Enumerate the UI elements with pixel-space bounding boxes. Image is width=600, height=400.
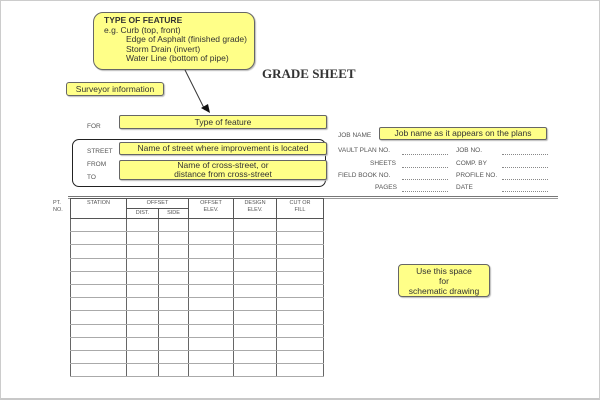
dist-header: DIST. xyxy=(127,209,159,219)
table-cell[interactable] xyxy=(127,311,159,324)
table-cell[interactable] xyxy=(234,284,277,297)
table-cell[interactable] xyxy=(159,258,189,271)
field-book-field[interactable] xyxy=(402,179,448,180)
table-cell[interactable] xyxy=(277,258,324,271)
surveyor-note: Surveyor information xyxy=(66,82,164,96)
station-header: STATION xyxy=(71,199,127,219)
job-no-field[interactable] xyxy=(502,154,548,155)
for-label: FOR xyxy=(87,123,101,130)
table-cell[interactable] xyxy=(234,245,277,258)
table-cell[interactable] xyxy=(189,311,234,324)
side-header: SIDE xyxy=(159,209,189,219)
vault-plan-label: VAULT PLAN NO. xyxy=(338,147,391,154)
table-row xyxy=(71,284,324,297)
table-cell[interactable] xyxy=(277,271,324,284)
table-cell[interactable] xyxy=(159,311,189,324)
cross-street-line: Name of cross-street, or xyxy=(177,160,269,170)
date-label: DATE xyxy=(456,184,473,191)
cut-fill-header: CUT OR FILL xyxy=(277,199,324,219)
table-row xyxy=(71,298,324,311)
table-row xyxy=(71,311,324,324)
job-name-label: JOB NAME xyxy=(338,132,372,139)
table-cell[interactable] xyxy=(277,245,324,258)
table-cell[interactable] xyxy=(71,284,127,297)
table-cell[interactable] xyxy=(159,364,189,377)
table-cell[interactable] xyxy=(127,350,159,363)
street-field[interactable]: Name of street where improvement is located xyxy=(119,142,327,155)
field-book-label: FIELD BOOK NO. xyxy=(338,172,391,179)
table-row xyxy=(71,364,324,377)
table-cell[interactable] xyxy=(159,245,189,258)
table-cell[interactable] xyxy=(277,350,324,363)
table-cell[interactable] xyxy=(234,364,277,377)
table-row xyxy=(71,258,324,271)
note-line: Storm Drain (invert) xyxy=(126,43,201,54)
type-of-feature-field[interactable]: Type of feature xyxy=(119,115,327,129)
table-cell[interactable] xyxy=(234,271,277,284)
vault-plan-field[interactable] xyxy=(402,154,448,155)
table-cell[interactable] xyxy=(277,284,324,297)
table-cell[interactable] xyxy=(234,350,277,363)
table-cell[interactable] xyxy=(71,364,127,377)
table-cell[interactable] xyxy=(127,245,159,258)
table-cell[interactable] xyxy=(159,232,189,245)
table-cell[interactable] xyxy=(71,258,127,271)
table-cell[interactable] xyxy=(71,219,127,232)
table-cell[interactable] xyxy=(189,350,234,363)
table-cell[interactable] xyxy=(277,232,324,245)
page-title: GRADE SHEET xyxy=(262,66,356,81)
table-row xyxy=(71,232,324,245)
table-row xyxy=(71,271,324,284)
table-cell[interactable] xyxy=(234,298,277,311)
table-cell[interactable] xyxy=(71,350,127,363)
table-cell[interactable] xyxy=(234,232,277,245)
cross-street-line: distance from cross-street xyxy=(174,169,272,179)
job-no-label: JOB NO. xyxy=(456,147,483,154)
table-cell[interactable] xyxy=(234,324,277,337)
table-cell[interactable] xyxy=(159,350,189,363)
table-cell[interactable] xyxy=(189,284,234,297)
to-label: TO xyxy=(87,174,96,181)
cross-street-field[interactable] xyxy=(119,160,327,180)
table-row xyxy=(71,337,324,350)
grade-table xyxy=(70,198,324,377)
table-cell[interactable] xyxy=(277,311,324,324)
table-cell[interactable] xyxy=(159,271,189,284)
table-cell[interactable] xyxy=(189,232,234,245)
table-cell[interactable] xyxy=(127,337,159,350)
table-cell[interactable] xyxy=(277,364,324,377)
table-row xyxy=(71,350,324,363)
table-cell[interactable] xyxy=(234,219,277,232)
job-name-field[interactable]: Job name as it appears on the plans xyxy=(379,127,547,140)
table-cell[interactable] xyxy=(277,298,324,311)
pages-label: PAGES xyxy=(375,184,397,191)
table-row xyxy=(71,219,324,232)
table-cell[interactable] xyxy=(71,232,127,245)
street-label: STREET xyxy=(87,148,113,155)
table-cell[interactable] xyxy=(189,364,234,377)
table-cell[interactable] xyxy=(159,324,189,337)
comp-by-field[interactable] xyxy=(502,167,548,168)
table-cell[interactable] xyxy=(234,311,277,324)
table-cell[interactable] xyxy=(189,298,234,311)
table-cell[interactable] xyxy=(71,271,127,284)
table-cell[interactable] xyxy=(234,337,277,350)
pt-no-header: PT. NO. xyxy=(53,200,63,213)
table-cell[interactable] xyxy=(127,219,159,232)
note-title: TYPE OF FEATURE xyxy=(104,15,183,25)
table-cell[interactable] xyxy=(189,324,234,337)
sheets-field[interactable] xyxy=(402,167,448,168)
table-cell[interactable] xyxy=(159,337,189,350)
table-cell[interactable] xyxy=(127,298,159,311)
table-cell[interactable] xyxy=(234,258,277,271)
table-cell[interactable] xyxy=(127,284,159,297)
comp-by-label: COMP. BY xyxy=(456,160,487,167)
offset-elev-header: OFFSET ELEV. xyxy=(189,199,234,219)
note-line: Water Line (bottom of pipe) xyxy=(126,53,229,63)
table-cell[interactable] xyxy=(127,232,159,245)
table-cell[interactable] xyxy=(127,258,159,271)
note-line: Edge of Asphalt (finished grade) xyxy=(126,34,247,44)
design-elev-header: DESIGN ELEV. xyxy=(234,199,277,219)
table-cell[interactable] xyxy=(159,298,189,311)
table-cell[interactable] xyxy=(189,219,234,232)
table-cell[interactable] xyxy=(159,284,189,297)
from-label: FROM xyxy=(87,161,107,168)
table-cell[interactable] xyxy=(71,245,127,258)
profile-no-label: PROFILE NO. xyxy=(456,172,498,179)
table-cell[interactable] xyxy=(159,219,189,232)
table-cell[interactable] xyxy=(71,324,127,337)
offset-header: OFFSET xyxy=(127,199,189,209)
table-cell[interactable] xyxy=(127,324,159,337)
table-cell[interactable] xyxy=(277,337,324,350)
table-row xyxy=(71,245,324,258)
table-cell[interactable] xyxy=(189,258,234,271)
profile-no-field[interactable] xyxy=(502,179,548,180)
table-cell[interactable] xyxy=(127,271,159,284)
table-cell[interactable] xyxy=(71,311,127,324)
table-cell[interactable] xyxy=(127,364,159,377)
table-cell[interactable] xyxy=(71,298,127,311)
sheets-label: SHEETS xyxy=(370,160,397,167)
table-cell[interactable] xyxy=(71,337,127,350)
table-cell[interactable] xyxy=(189,245,234,258)
schematic-note: Use this space for schematic drawing xyxy=(398,264,490,297)
note-line: e.g. Curb (top, front) xyxy=(104,24,181,35)
table-cell[interactable] xyxy=(277,219,324,232)
pages-field[interactable] xyxy=(402,191,448,192)
table-cell[interactable] xyxy=(189,337,234,350)
table-row xyxy=(71,324,324,337)
table-cell[interactable] xyxy=(277,324,324,337)
date-field[interactable] xyxy=(502,191,548,192)
table-cell[interactable] xyxy=(189,271,234,284)
